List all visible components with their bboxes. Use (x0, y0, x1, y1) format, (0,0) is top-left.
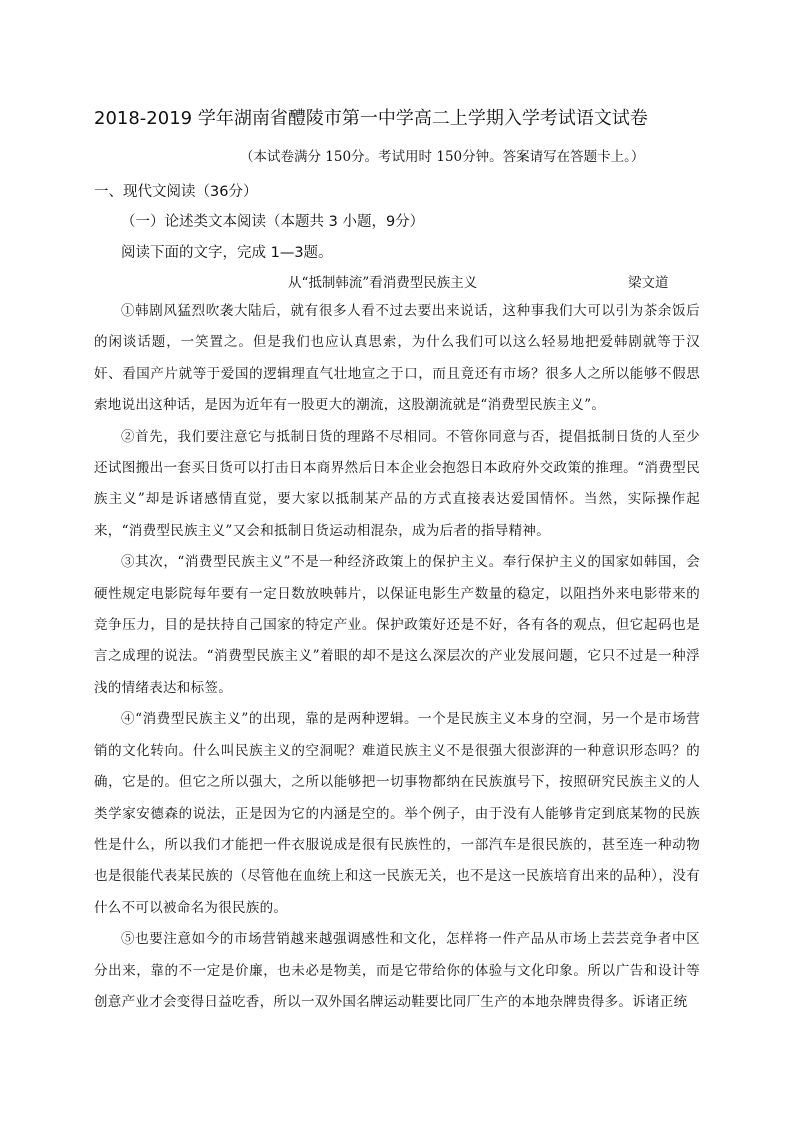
exam-note: （本试卷满分 150分。考试用时 150分钟。答案请写在答题卡上。） (240, 149, 645, 165)
article-title: 从“抵制韩流”看消费型民族主义 (288, 275, 478, 291)
paragraph-1: ①韩剧风猛烈吹袭大陆后，就有很多人看不过去要出来说话，这种事我们大可以引为茶余饭后的闲谈话题，一笑置之。但是我们也应认真思索，为什么我们可以这么轻易地把爱韩剧就等于汉奸、看国产片就等于爱国的逻辑理直气壮地宣之于口，而且竟还有市场？很多人之所以能够不假思索地说出这种话，是因为近年有一股更大的潮流，这股潮流就是“消费型民族主义”。 (94, 303, 700, 414)
article-body (94, 296, 700, 1018)
section-heading: 一、现代文阅读（36分） (94, 184, 258, 200)
paragraph-3: ③其次，“消费型民族主义”不是一种经济政策上的保护主义。奉行保护主义的国家如韩国，会硬性规定电影院每年要有一定日数放映韩片，以保证电影生产数量的稳定，以阻挡外来电影带来的竞争压力，目的是扶持自己国家的特定产业。保护政策好还是不好，各有各的观点，但它起码也是言之成理的说法。“消费型民族主义”着眼的却不是这么深层次的产业发展问题，它只不过是一种浮浅的情绪表达和标签。 (94, 554, 700, 696)
reading-instruction: 阅读下面的文字，完成 1—3题。 (121, 245, 333, 261)
paragraph-4: ④“消费型民族主义”的出现，靠的是两种逻辑。一个是民族主义本身的空洞，另一个是市场营销的文化转向。什么叫民族主义的空洞呢？难道民族主义不是很强大很澎湃的一种意识形态吗？的确，它是的。但它之所以强大，之所以能够把一切事物都纳在民族旗号下，按照研究民族主义的人类学家安德森的说法，正是因为它的内涵是空的。举个例子，由于没有人能够肯定到底某物的民族性是什么，所以我们才能把一件衣服说成是很有民族性的，一部汽车是很民族的，甚至连一种动物也是很能代表某民族的（尽管他在血统上和这一民族无关，也不是这一民族培育出来的品种），没有什么不可以被命名为很民族的。 (94, 711, 700, 916)
paragraph-2: ②首先，我们要注意它与抵制日货的理路不尽相同。不管你同意与否，提倡抵制日货的人至少还试图搬出一套买日货可以打击日本商界然后日本企业会抱怨日本政府外交政策的推理。“消费型民族主义”却是诉诸感情直觉，要大家以抵制某产品的方式直接表达爱国情怀。当然，实际操作起来，“消费型民族主义”又会和抵制日货运动相混杂，成为后者的指导精神。 (94, 428, 700, 539)
subsection-heading: （一）论述类文本阅读（本题共 3 小题，9分） (121, 214, 425, 230)
article-author: 梁文道 (628, 275, 669, 291)
paragraph-5: ⑤也要注意如今的市场营销越来越强调感性和文化，怎样将一件产品从市场上芸芸竞争者中区分出来，靠的不一定是价廉，也未必是物美，而是它带给你的体验与文化印象。所以广告和设计等创意产业才会变得日益吃香，所以一双外国名牌运动鞋要比同厂生产的本地杂牌贵得多。诉诸正统 (94, 931, 700, 1010)
exam-title: 2018-2019 学年湖南省醴陵市第一中学高二上学期入学考试语文试卷 (94, 108, 648, 129)
